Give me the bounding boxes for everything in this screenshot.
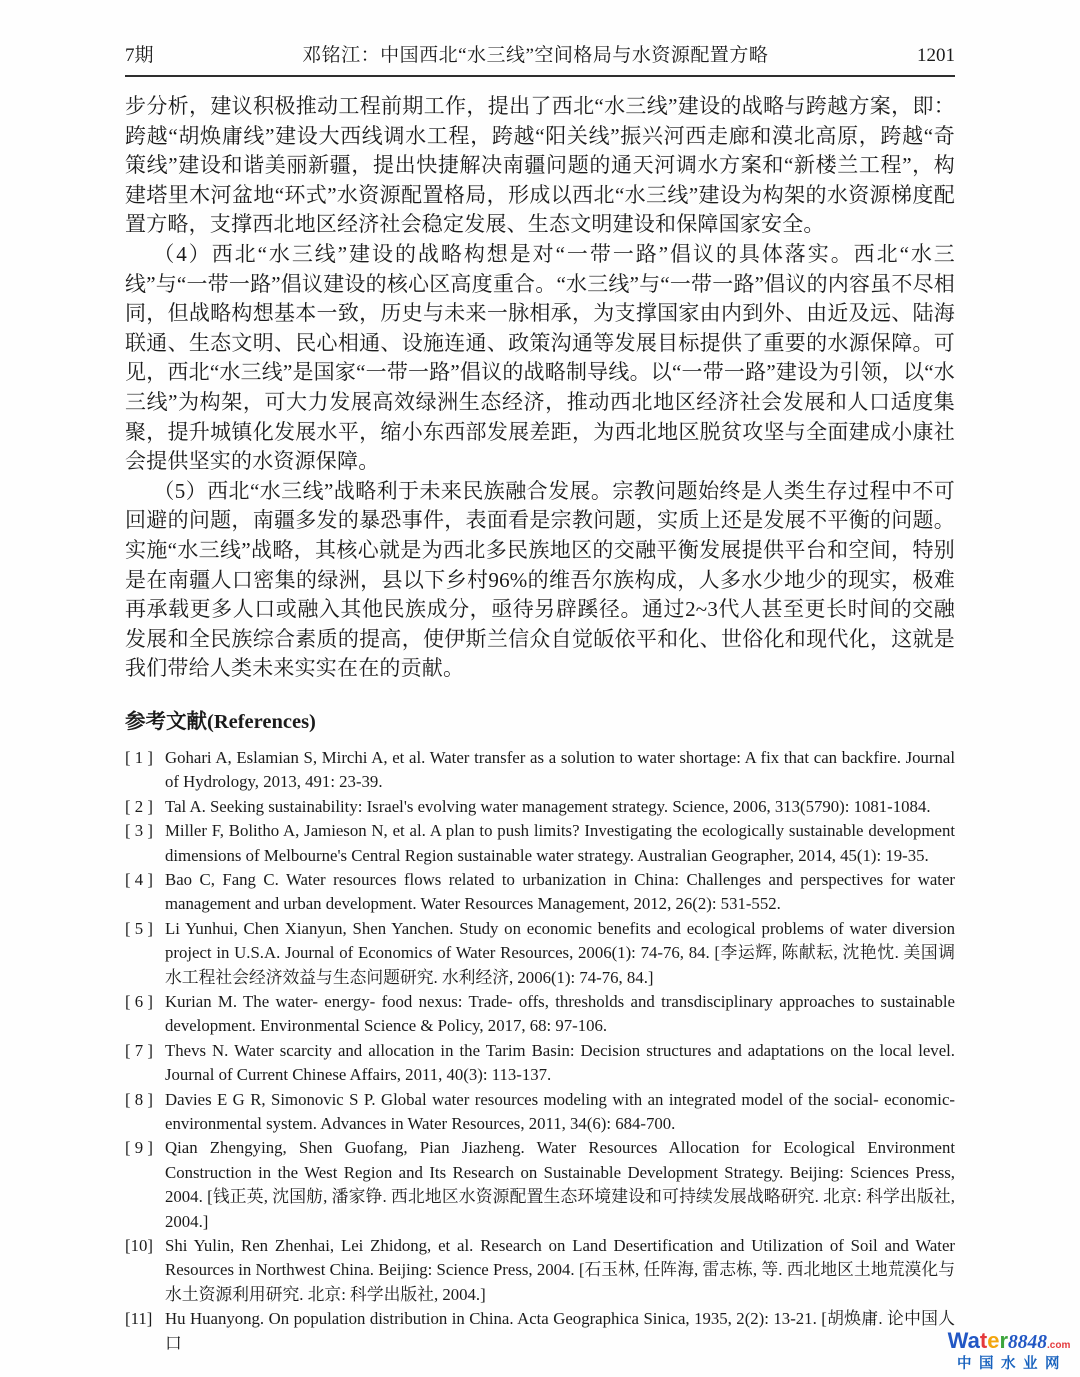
issue-label: 7期 — [125, 45, 154, 66]
reference-text: Gohari A, Eslamian S, Mirchi A, et al. Water transfer as a solution to water shortage: A fix that can backfire. Journal of Hydrology, 2013, 491: 23-39. — [165, 747, 955, 792]
reference-text: Shi Yulin, Ren Zhenhai, Lei Zhidong, et al. Research on Land Desertification and Utilization of Soil and Water Resources in Northwest China. Beijing: Science Press, 2004. [石玉林, 任阵海, 雷志栋, 等. 西北地区土地荒漠化与水土资源利用研究. 北京: 科学出版社, 2004.] — [165, 1236, 955, 1304]
reference-number: [ 9 ] — [125, 1138, 153, 1158]
reference-item — [125, 868, 955, 917]
reference-text: Hu Huanyong. On population distribution in China. Acta Geographica Sinica, 1935, 2(2): 13-21. [胡焕庸. 论中国人口 — [165, 1309, 955, 1353]
reference-item — [125, 746, 955, 795]
reference-text: Tal A. Seeking sustainability: Israel's evolving water management strategy. Science, 2006, 313(5790): 1081-1084. — [165, 796, 931, 816]
logo-number: 8848 — [1008, 1332, 1047, 1354]
reference-number: [ 2 ] — [125, 796, 153, 816]
page-body — [125, 92, 955, 1356]
reference-number: [ 1 ] — [125, 747, 153, 767]
reference-number: [ 6 ] — [125, 991, 153, 1011]
logo-domain: .com — [1047, 1340, 1071, 1352]
reference-item — [125, 990, 955, 1039]
logo-letter: W — [947, 1328, 968, 1354]
reference-item — [125, 1039, 955, 1088]
running-header — [125, 44, 955, 68]
reference-item — [125, 795, 955, 819]
reference-item — [125, 1136, 955, 1234]
reference-item — [125, 819, 955, 868]
paragraph-continuation: 步分析，建议积极推动工程前期工作，提出了西北“水三线”建设的战略与跨越方案，即：跨越“胡焕庸线”建设大西线调水工程，跨越“阳关线”振兴河西走廊和漠北高原，跨越“奇策线”建设和谐美丽新疆，提出快捷解决南疆问题的通天河调水方案和“新楼兰工程”，构建塔里木河盆地“环式”水资源配置格局，形成以西北“水三线”建设为构架的水资源梯度配置方略，支撑西北地区经济社会稳定发展、生态文明建设和保障国家安全。 — [125, 94, 955, 237]
reference-number: [ 8 ] — [125, 1089, 153, 1109]
reference-text: Qian Zhengying, Shen Guofang, Pian Jiazheng. Water Resources Allocation for Ecological Environment Construction in the West Region and Its Research on Sustainable Development Strategy. Beijing: Sciences Press, 2004. [钱正英, 沈国舫, 潘家铮. 西北地区水资源配置生态环境建设和可持续发展战略研究. 北京: 科学出版社, 2004.] — [165, 1138, 955, 1231]
running-title: 邓铭江：中国西北“水三线”空间格局与水资源配置方略 — [302, 45, 769, 66]
references-list — [125, 746, 955, 1356]
logo-letter: t — [979, 1328, 988, 1354]
logo-subtitle: 中国水业网 — [957, 1355, 1067, 1372]
reference-text: Li Yunhui, Chen Xianyun, Shen Yanchen. Study on economic benefits and ecological problems of water diversion project in U.S.A. Journal of Economics of Water Resources, 2006(1): 74-76, 84. [李运辉, 陈献耘, 沈艳忱. 美国调水工程社会经济效益与生态问题研究. 水利经济, 2006(1): 74-76, 84.] — [165, 918, 955, 987]
reference-text: Kurian M. The water- energy- food nexus: Trade- offs, thresholds and transdisciplinary approaches to sustainable development. Environmental Science & Policy, 2017, 68: 97-106. — [165, 991, 955, 1036]
page-number: 1201 — [917, 45, 955, 66]
reference-number: [11] — [125, 1309, 153, 1329]
reference-number: [ 3 ] — [125, 821, 153, 841]
logo-letter: a — [967, 1328, 980, 1354]
reference-text: Bao C, Fang C. Water resources flows related to urbanization in China: Challenges and perspectives for water management and urban development. Water Resources Management, 2012, 26(2): 531-552. — [165, 869, 955, 914]
reference-text: Davies E G R, Simonovic S P. Global water resources modeling with an integrated model of the social- economic- environmental system. Advances in Water Resources, 2011, 34(6): 684-700. — [165, 1089, 955, 1133]
water8848-wordmark — [940, 1329, 1078, 1353]
paragraph-point-4: （4）西北“水三线”建设的战略构想是对“一带一路”倡议的具体落实。西北“水三线”与“一带一路”倡议建设的核心区高度重合。“水三线”与“一带一路”倡议的内容虽不尽相同，但战略构想基本一致，历史与未来一脉相承，为支撑国家由内到外、由近及远、陆海联通、生态文明、民心相通、设施连通、政策沟通等发展目标提供了重要的水源保障。可见，西北“水三线”是国家“一带一路”倡议的战略制导线。以“一带一路”建设为引领，以“水三线”为构架，可大力发展高效绿洲生态经济，推动西北地区经济社会发展和人口适度集聚，提升城镇化发展水平，缩小东西部发展差距，为西北地区脱贫攻坚与全面建成小康社会提供坚实的水资源保障。 — [125, 241, 955, 474]
reference-number: [ 4 ] — [125, 869, 153, 889]
references-heading: 参考文献(References) — [125, 710, 316, 733]
reference-text: Miller F, Bolitho A, Jamieson N, et al. A plan to push limits? Investigating the ecologically sustainable development dimensions of Melbourne's Central Region sustainable water strategy. Australian Geographer, 2014, 45(1): 19-35. — [165, 821, 955, 865]
water8848-logo — [940, 1329, 1078, 1372]
header-rule — [125, 75, 955, 77]
logo-letter: e — [987, 1328, 1000, 1354]
paragraph-point-5: （5）西北“水三线”战略利于未来民族融合发展。宗教问题始终是人类生存过程中不可回避的问题，南疆多发的暴恐事件，表面看是宗教问题，实质上还是发展不平衡的问题。实施“水三线”战略，其核心就是为西北多民族地区的交融平衡发展提供平台和空间，特别是在南疆人口密集的绿洲，县以下乡村96%的维吾尔族构成，人多水少地少的现实，极难再承载更多人口或融入其他民族成分，亟待另辟蹊径。通过2~3代人甚至更长时间的交融发展和全民族综合素质的提高，使伊斯兰信众自觉皈依平和化、世俗化和现代化，这就是我们带给人类未来实实在在的贡献。 — [125, 478, 955, 681]
reference-number: [ 7 ] — [125, 1040, 153, 1060]
reference-item — [125, 1307, 955, 1356]
reference-item — [125, 1234, 955, 1307]
reference-item — [125, 917, 955, 990]
reference-number: [10] — [125, 1236, 153, 1255]
reference-text: Thevs N. Water scarcity and allocation in the Tarim Basin: Decision structures and adaptations on the local level. Journal of Current Chinese Affairs, 2011, 40(3): 113-137. — [165, 1040, 955, 1085]
logo-letter: r — [999, 1328, 1008, 1354]
reference-item — [125, 1088, 955, 1137]
reference-number: [ 5 ] — [125, 918, 153, 938]
